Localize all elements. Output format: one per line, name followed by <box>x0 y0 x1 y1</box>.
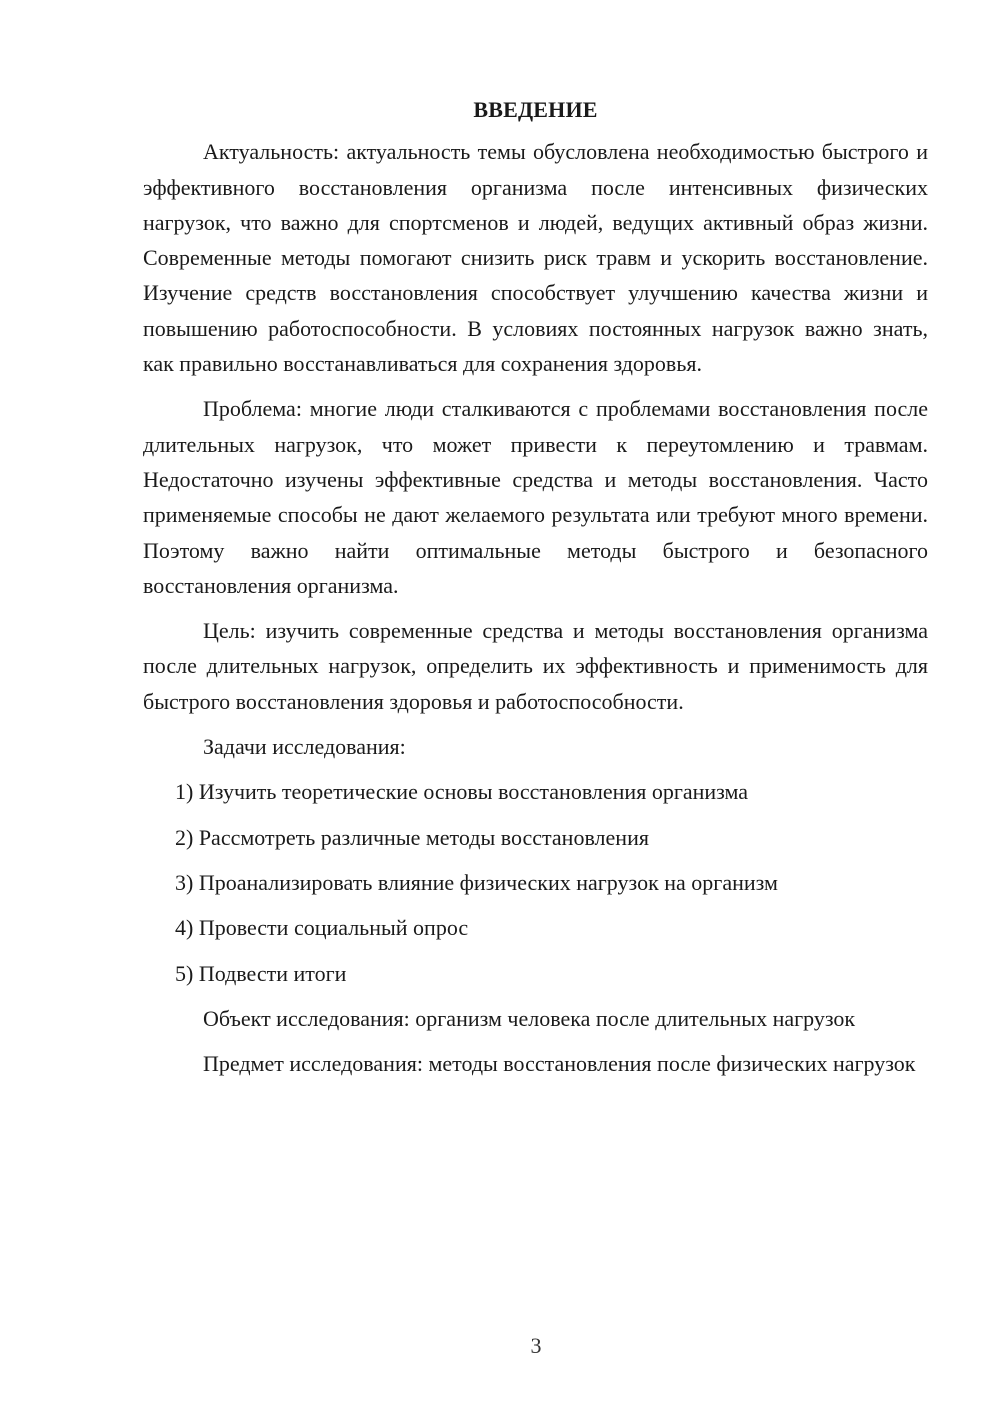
paragraph-goal: Цель: изучить современные средства и методы восстановления организма после длительных нагрузок, определить их эффективность и применимость для быстрого восстановления здоровья и работоспособности. <box>143 618 928 714</box>
page-number: 3 <box>530 1333 542 1358</box>
paragraph-problem: Проблема: многие люди сталкиваются с проблемами восстановления после длительных нагрузок, что может привести к переутомлению и травмам. Недостаточно изучены эффективные средства и методы восстановления. Часто применяемые способы не дают желаемого результата или требуют много времени. Поэтому важно найти оптимальные методы быстрого и безопасного восстановления организма. <box>143 396 928 598</box>
task-item: 1) Изучить теоретические основы восстановления организма <box>175 779 749 805</box>
task-item: 5) Подвести итоги <box>175 960 347 986</box>
task-item: 3) Проанализировать влияние физических нагрузок на организм <box>175 869 778 895</box>
document-page <box>143 92 928 1091</box>
tasks-list <box>143 774 928 990</box>
paragraph-subject: Предмет исследования: методы восстановления после физических нагрузок <box>203 1051 916 1077</box>
task-item: 2) Рассмотреть различные методы восстановления <box>175 824 649 850</box>
paragraph-object: Объект исследования: организм человека после длительных нагрузок <box>203 1005 856 1031</box>
section-title: ВВЕДЕНИЕ <box>473 97 598 122</box>
paragraph-relevance: Актуальность: актуальность темы обусловлена необходимостью быстрого и эффективного восстановления организма после интенсивных физических нагрузок, что важно для спортсменов и людей, ведущих активный образ жизни. Современные методы помогают снизить риск травм и ускорить восстановление. Изучение средств восстановления способствует улучшению качества жизни и повышению работоспособности. В условиях постоянных нагрузок важно знать, как правильно восстанавливаться для сохранения здоровья. <box>143 139 928 377</box>
tasks-heading: Задачи исследования: <box>203 734 406 760</box>
task-item: 4) Провести социальный опрос <box>175 915 469 941</box>
